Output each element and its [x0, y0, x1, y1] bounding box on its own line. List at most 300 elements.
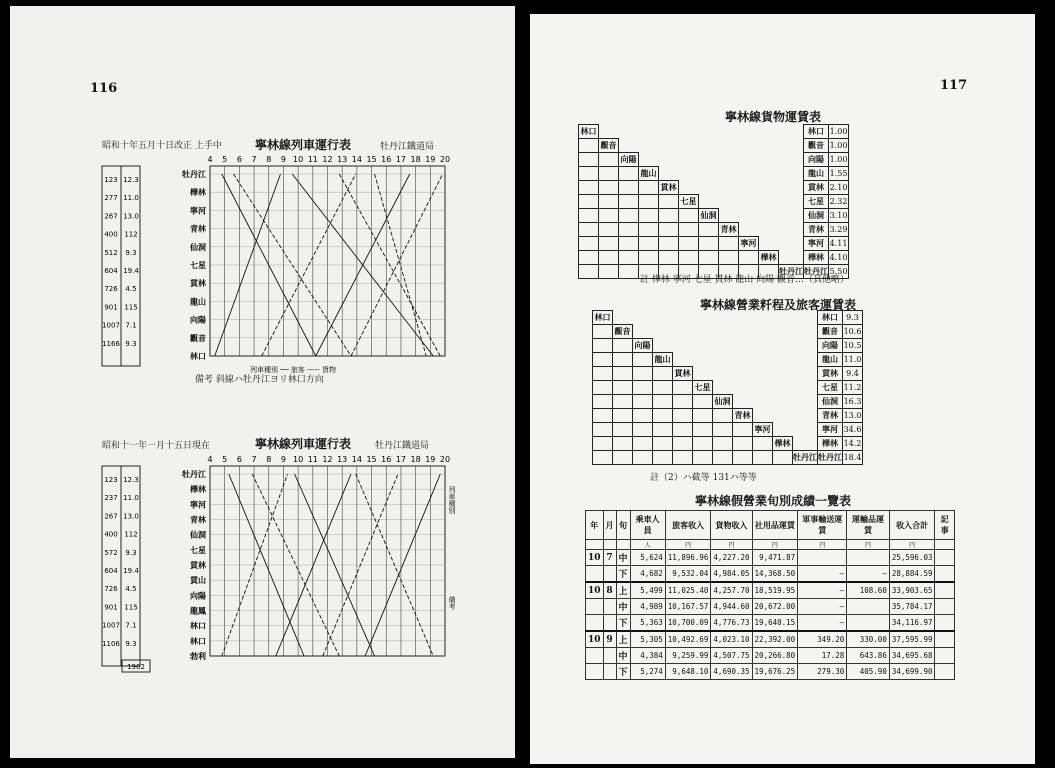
unit-cell — [616, 540, 630, 550]
fare-cell — [753, 437, 773, 451]
cell-year — [586, 615, 604, 632]
rate-cell: 9.4 — [843, 367, 863, 381]
blank-cell — [773, 325, 793, 339]
fare-cell — [679, 251, 699, 265]
fare-cell — [593, 381, 613, 395]
blank-cell — [733, 311, 753, 325]
fare-cell — [679, 209, 699, 223]
table-row — [593, 367, 863, 381]
fare-cell — [639, 209, 659, 223]
blank-cell — [733, 339, 753, 353]
table-row — [586, 615, 955, 632]
blank-cell — [659, 153, 679, 167]
blank-cell — [673, 353, 693, 367]
fare-cell — [579, 251, 599, 265]
chart2-side-note-2: 備考 — [448, 596, 456, 610]
cell-freight: 4,690.35 — [711, 664, 752, 680]
blank-cell — [619, 125, 639, 139]
table-row — [579, 209, 849, 223]
blank-cell — [719, 209, 739, 223]
hour-label: 7 — [251, 155, 257, 164]
station-cell: 牡丹江 — [779, 265, 804, 279]
dist-label: 9.3 — [125, 548, 137, 557]
blank-cell — [753, 395, 773, 409]
km-label: 123 — [104, 476, 118, 484]
station-cell-right: 向陽 — [804, 153, 829, 167]
blank-cell — [699, 153, 719, 167]
blank-cell — [719, 181, 739, 195]
hour-label: 20 — [439, 155, 451, 164]
cell-total: 34,695.68 — [889, 648, 935, 664]
station-cell-right: 青林 — [804, 223, 829, 237]
station-label: 勃利 — [190, 652, 206, 661]
hour-label: 18 — [410, 155, 421, 164]
hour-label: 6 — [236, 155, 242, 164]
rate-cell: 3.10 — [829, 209, 849, 223]
fare-cell — [599, 223, 619, 237]
fare-cell — [579, 265, 599, 279]
station-cell: 向陽 — [619, 153, 639, 167]
fare-cell — [599, 251, 619, 265]
left-page — [10, 6, 515, 758]
fare-cell — [599, 265, 619, 279]
blank-cell — [779, 181, 804, 195]
cell-year: 10 — [586, 631, 604, 648]
rate-cell: 1.00 — [829, 139, 849, 153]
table-row — [586, 664, 955, 680]
station-cell: 仙洞 — [713, 395, 733, 409]
km-label: 400 — [104, 530, 118, 539]
cell-note — [935, 648, 955, 664]
blank-cell — [599, 125, 619, 139]
chart1-date-note: 昭和十年五月十日改正 上手中 — [102, 141, 222, 151]
hour-label: 14 — [351, 455, 362, 464]
fare-cell — [613, 437, 633, 451]
blank-cell — [653, 311, 673, 325]
fare-cell — [613, 381, 633, 395]
cell-month — [603, 566, 616, 583]
hour-label: 12 — [322, 455, 333, 464]
station-cell: 向陽 — [633, 339, 653, 353]
station-label: 牡丹江 — [182, 470, 206, 479]
rate-cell: 10.6 — [843, 325, 863, 339]
station-cell: 觀音 — [599, 139, 619, 153]
unit-cell: 円 — [665, 540, 711, 550]
blank-cell — [773, 367, 793, 381]
rate-cell: 1.00 — [829, 125, 849, 139]
station-cell: 七星 — [693, 381, 713, 395]
cell-month: 7 — [603, 550, 616, 566]
dist-label: 12.3 — [123, 476, 139, 484]
fare-cell — [633, 353, 653, 367]
chart2-footer-code: 1962 — [127, 663, 145, 671]
unit-cell: 人 — [630, 540, 665, 550]
blank-cell — [633, 311, 653, 325]
km-label: 400 — [104, 230, 118, 239]
fare-cell — [579, 195, 599, 209]
blank-cell — [719, 139, 739, 153]
fare-cell — [613, 395, 633, 409]
table-row — [593, 339, 863, 353]
fare-cell — [633, 451, 653, 465]
hour-label: 18 — [410, 455, 421, 464]
table-row — [593, 451, 863, 465]
cell-note — [935, 582, 955, 599]
fare-cell — [619, 251, 639, 265]
blank-cell — [753, 409, 773, 423]
km-label: 267 — [104, 512, 118, 521]
cell-transport — [847, 550, 890, 566]
fare-cell — [619, 167, 639, 181]
table-row — [586, 599, 955, 615]
blank-cell — [693, 325, 713, 339]
station-label: 龍鳳 — [190, 606, 206, 616]
column-header: 收入合計 — [889, 511, 935, 540]
blank-cell — [733, 381, 753, 395]
hour-label: 8 — [266, 155, 272, 164]
cell-year: 10 — [586, 550, 604, 566]
blank-cell — [793, 437, 818, 451]
fare-cell — [739, 251, 759, 265]
blank-cell — [739, 153, 759, 167]
fare-cell — [579, 209, 599, 223]
performance-table-title: 寧林線假營業旬別成績一覽表 — [695, 494, 852, 508]
fare-cell — [613, 423, 633, 437]
cell-note — [935, 566, 955, 583]
chart1-legend: 列車種別 ── 旅客 ----- 貨物 — [250, 366, 336, 374]
fare-cell — [733, 451, 753, 465]
cell-freight: 4,776.73 — [711, 615, 752, 632]
cell-company: 20,672.00 — [752, 599, 798, 615]
hour-label: 16 — [381, 155, 392, 164]
fare-cell — [613, 451, 633, 465]
km-label: 267 — [104, 212, 118, 221]
fare-cell — [693, 451, 713, 465]
column-header: 年 — [586, 511, 604, 540]
fare-cell — [679, 237, 699, 251]
station-label: 林口 — [190, 352, 206, 361]
fare-cell — [659, 223, 679, 237]
table-row — [579, 125, 849, 139]
station-label: 寧河 — [190, 500, 206, 510]
km-label: 1007 — [102, 321, 120, 330]
blank-cell — [693, 367, 713, 381]
blank-cell — [673, 339, 693, 353]
blank-cell — [779, 167, 804, 181]
cell-ten: 下 — [616, 615, 630, 632]
station-cell-right: 貫林 — [804, 181, 829, 195]
fare-cell — [599, 237, 619, 251]
table-row — [593, 381, 863, 395]
station-label: 仙洞 — [190, 530, 206, 540]
station-label: 貫林 — [190, 279, 206, 289]
station-cell-right: 仙洞 — [818, 395, 843, 409]
rate-cell: 9.3 — [843, 311, 863, 325]
unit-cell: 円 — [752, 540, 798, 550]
fare-cell — [599, 209, 619, 223]
rate-cell: 14.2 — [843, 437, 863, 451]
unit-cell: 円 — [798, 540, 847, 550]
fare-cell — [579, 237, 599, 251]
cell-transport: 108.60 — [847, 582, 890, 599]
fare-cell — [693, 395, 713, 409]
cell-military: 279.30 — [798, 664, 847, 680]
hour-label: 17 — [395, 155, 407, 164]
station-cell-right: 林口 — [804, 125, 829, 139]
blank-cell — [639, 153, 659, 167]
fare-cell — [639, 181, 659, 195]
station-cell-right: 寧河 — [818, 423, 843, 437]
cell-pass_rev: 10,167.57 — [665, 599, 711, 615]
blank-cell — [619, 139, 639, 153]
fare-cell — [593, 353, 613, 367]
station-label: 青林 — [190, 515, 206, 525]
fare-cell — [593, 325, 613, 339]
km-label: 237 — [104, 494, 118, 503]
cell-company: 19,676.25 — [752, 664, 798, 680]
hour-label: 16 — [381, 455, 392, 464]
fare-cell — [713, 437, 733, 451]
blank-cell — [759, 195, 779, 209]
hour-label: 19 — [425, 155, 436, 164]
blank-cell — [639, 125, 659, 139]
fare-cell — [593, 409, 613, 423]
blank-cell — [673, 325, 693, 339]
blank-cell — [753, 339, 773, 353]
blank-cell — [753, 367, 773, 381]
hour-label: 15 — [366, 455, 377, 464]
blank-cell — [713, 339, 733, 353]
station-cell-right: 青林 — [818, 409, 843, 423]
train-diagram-2 — [100, 446, 470, 686]
table-row — [579, 237, 849, 251]
blank-cell — [793, 311, 818, 325]
fare-cell — [613, 339, 633, 353]
hour-label: 11 — [307, 155, 318, 164]
cell-total: 25,596.03 — [889, 550, 935, 566]
cell-freight: 4,507.75 — [711, 648, 752, 664]
blank-cell — [753, 381, 773, 395]
cell-ten: 上 — [616, 631, 630, 648]
table-row — [593, 409, 863, 423]
cell-company: 20,266.80 — [752, 648, 798, 664]
station-cell: 貫林 — [673, 367, 693, 381]
fare-cell — [659, 209, 679, 223]
fare-cell — [633, 423, 653, 437]
cell-month — [603, 599, 616, 615]
fare-cell — [679, 223, 699, 237]
cell-year — [586, 566, 604, 583]
blank-cell — [779, 209, 804, 223]
station-cell-right: 林口 — [818, 311, 843, 325]
station-cell-right: 龍山 — [804, 167, 829, 181]
hour-label: 12 — [322, 155, 333, 164]
fare-cell — [579, 181, 599, 195]
fare-cell — [593, 437, 613, 451]
blank-cell — [773, 395, 793, 409]
blank-cell — [653, 325, 673, 339]
cell-pax: 5,274 — [630, 664, 665, 680]
dist-label: 12.3 — [123, 176, 139, 184]
cell-year — [586, 648, 604, 664]
station-cell-right: 牡丹江 — [818, 451, 843, 465]
fare-cell — [673, 451, 693, 465]
blank-cell — [679, 153, 699, 167]
hour-label: 20 — [439, 455, 451, 464]
train-diagram-1 — [100, 146, 470, 386]
station-cell-right: 觀音 — [818, 325, 843, 339]
fare-cell — [753, 451, 773, 465]
blank-cell — [793, 423, 818, 437]
blank-cell — [673, 311, 693, 325]
fare-cell — [613, 367, 633, 381]
table-row — [579, 167, 849, 181]
blank-cell — [779, 195, 804, 209]
table-row — [579, 181, 849, 195]
blank-cell — [733, 395, 753, 409]
station-label: 林口 — [190, 636, 206, 646]
km-label: 512 — [104, 248, 118, 257]
blank-cell — [739, 167, 759, 181]
hour-label: 6 — [236, 455, 242, 464]
table-row — [593, 353, 863, 367]
cell-military: — — [798, 582, 847, 599]
cell-pax: 5,363 — [630, 615, 665, 632]
cell-transport — [847, 615, 890, 632]
column-header: 運輸品運賃 — [847, 511, 890, 540]
dist-label: 112 — [124, 230, 138, 239]
cell-note — [935, 599, 955, 615]
cell-pax: 4,384 — [630, 648, 665, 664]
chart2-office: 牡丹江鐵道局 — [375, 441, 430, 451]
blank-cell — [759, 237, 779, 251]
fare-cell — [719, 251, 739, 265]
station-label: 貫山 — [190, 576, 206, 586]
dist-label: 13.0 — [123, 512, 139, 521]
right-page — [530, 14, 1035, 764]
cell-military — [798, 550, 847, 566]
dist-label: 11.0 — [123, 494, 139, 503]
unit-cell: 円 — [847, 540, 890, 550]
table-row — [593, 311, 863, 325]
performance-table — [585, 510, 955, 680]
fare-cell — [673, 409, 693, 423]
table-row — [579, 223, 849, 237]
fare-cell — [619, 223, 639, 237]
station-cell-right: 七星 — [804, 195, 829, 209]
table-row — [586, 550, 955, 566]
blank-cell — [693, 339, 713, 353]
blank-cell — [773, 381, 793, 395]
cell-freight: 4,023.10 — [711, 631, 752, 648]
station-cell: 寧河 — [753, 423, 773, 437]
fare-cell — [639, 237, 659, 251]
fare-cell — [593, 339, 613, 353]
fare-cell — [619, 181, 639, 195]
cell-pass_rev: 9,532.04 — [665, 566, 711, 583]
unit-cell — [603, 540, 616, 550]
blank-cell — [739, 223, 759, 237]
cell-pax: 5,499 — [630, 582, 665, 599]
cell-company: 18,519.95 — [752, 582, 798, 599]
table-row — [593, 395, 863, 409]
blank-cell — [779, 125, 804, 139]
fare-cell — [693, 437, 713, 451]
blank-cell — [699, 181, 719, 195]
fare-cell — [773, 451, 793, 465]
cell-freight: 4,984.05 — [711, 566, 752, 583]
blank-cell — [773, 353, 793, 367]
blank-cell — [693, 353, 713, 367]
blank-cell — [753, 353, 773, 367]
station-cell: 七星 — [679, 195, 699, 209]
fare-cell — [699, 223, 719, 237]
rate-cell: 16.3 — [843, 395, 863, 409]
hour-label: 13 — [337, 155, 348, 164]
station-cell: 青林 — [719, 223, 739, 237]
table-row — [586, 648, 955, 664]
blank-cell — [759, 125, 779, 139]
blank-cell — [719, 195, 739, 209]
fare-cell — [693, 423, 713, 437]
fare-cell — [613, 353, 633, 367]
cell-military: — — [798, 599, 847, 615]
blank-cell — [773, 409, 793, 423]
blank-cell — [733, 367, 753, 381]
dist-label: 115 — [124, 603, 138, 612]
chart2-side-note: 列車種別 — [448, 486, 456, 514]
station-cell: 牡丹江 — [793, 451, 818, 465]
hour-label: 5 — [222, 155, 228, 164]
cell-ten: 中 — [616, 648, 630, 664]
fare-cell — [639, 195, 659, 209]
cell-transport: 405.90 — [847, 664, 890, 680]
cell-total: 28,884.59 — [889, 566, 935, 583]
km-label: 1106 — [102, 639, 120, 648]
blank-cell — [773, 339, 793, 353]
fare-cell — [639, 223, 659, 237]
cell-total: 34,116.97 — [889, 615, 935, 632]
dist-label: 4.5 — [125, 585, 137, 594]
station-cell: 觀音 — [613, 325, 633, 339]
station-cell-right: 觀音 — [804, 139, 829, 153]
fare-cell — [633, 367, 653, 381]
station-label: 觀音 — [190, 333, 206, 343]
station-cell: 龍山 — [639, 167, 659, 181]
blank-cell — [699, 195, 719, 209]
dist-label: 13.0 — [123, 212, 139, 221]
cell-month — [603, 648, 616, 664]
blank-cell — [759, 209, 779, 223]
rate-cell: 34.6 — [843, 423, 863, 437]
cell-transport: 330.00 — [847, 631, 890, 648]
blank-cell — [679, 167, 699, 181]
hour-label: 10 — [293, 455, 304, 464]
fare-cell — [593, 451, 613, 465]
blank-cell — [793, 409, 818, 423]
table-row — [593, 325, 863, 339]
column-header: 社用品運賃 — [752, 511, 798, 540]
blank-cell — [739, 195, 759, 209]
blank-cell — [659, 167, 679, 181]
rate-cell: 11.0 — [843, 353, 863, 367]
blank-cell — [719, 153, 739, 167]
cell-transport: — — [847, 566, 890, 583]
station-label: 樺林 — [190, 485, 206, 495]
fare-cell — [633, 437, 653, 451]
blank-cell — [753, 325, 773, 339]
table-row — [593, 423, 863, 437]
